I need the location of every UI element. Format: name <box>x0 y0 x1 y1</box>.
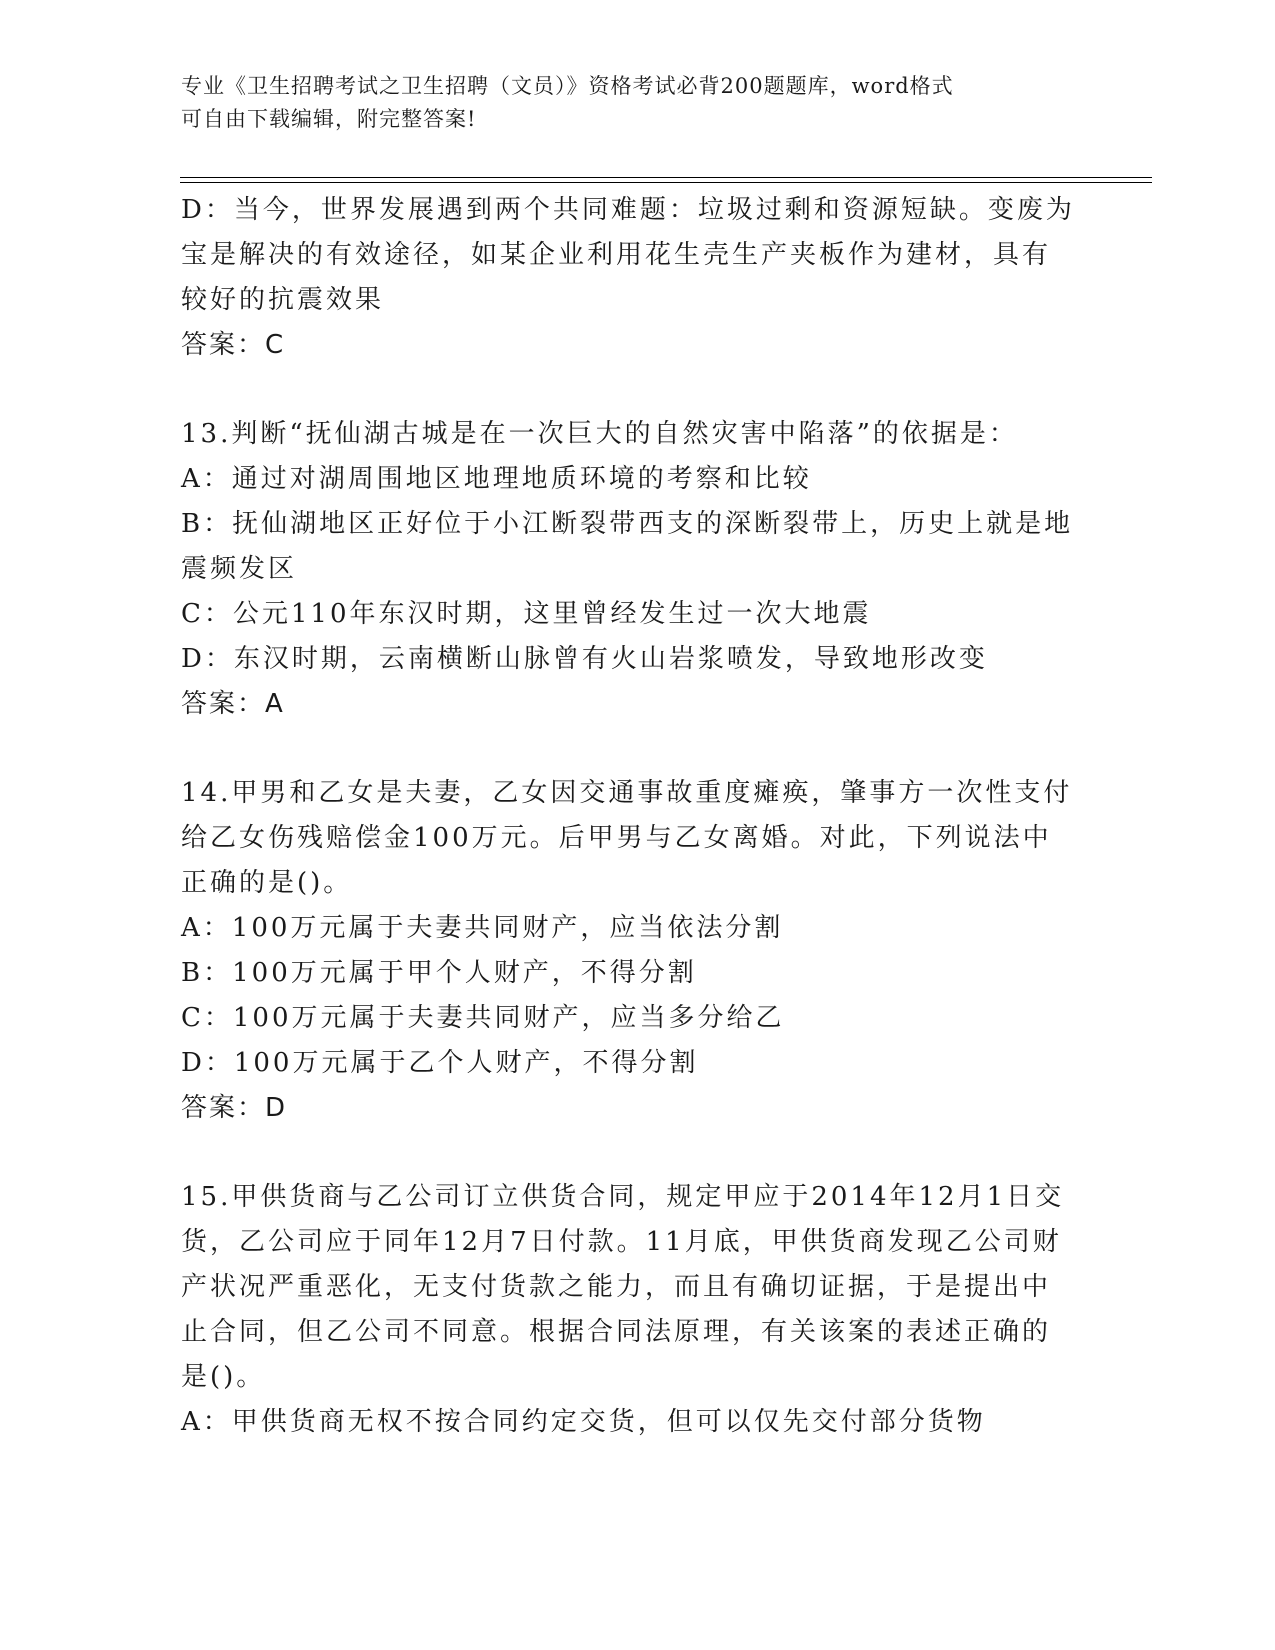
spacer <box>181 727 1081 771</box>
header-line-1: 专业《卫生招聘考试之卫生招聘（文员）》资格考试必背200题题库，word格式 <box>181 74 954 98</box>
option-a: A：100万元属于夫妻共同财产，应当依法分割 <box>181 913 784 943</box>
option-line: 较好的抗震效果 <box>181 285 385 315</box>
stem-line: 给乙女伤残赔偿金100万元。后甲男与乙女离婚。对此，下列说法中 <box>181 823 1052 853</box>
header-rule-top <box>180 177 1152 178</box>
question-stem <box>181 771 1081 906</box>
header-line-2: 可自由下载编辑，附完整答案! <box>181 107 477 131</box>
option-b: B：100万元属于甲个人财产，不得分割 <box>181 958 697 988</box>
spacer <box>181 1131 1081 1175</box>
answer: 答案：D <box>181 1093 288 1123</box>
option-a: A：通过对湖周围地区地理地质环境的考察和比较 <box>181 464 812 494</box>
option-c: C：公元110年东汉时期，这里曾经发生过一次大地震 <box>181 599 872 629</box>
answer: 答案：A <box>181 689 285 719</box>
question-12-tail <box>181 188 1081 368</box>
option-b <box>181 502 1081 592</box>
spacer <box>181 368 1081 412</box>
question-13 <box>181 412 1081 727</box>
answer: 答案：C <box>181 330 286 360</box>
option-line: D：当今，世界发展遇到两个共同难题：垃圾过剩和资源短缺。变废为 <box>181 195 1075 225</box>
stem-line: 货，乙公司应于同年12月7日付款。11月底，甲供货商发现乙公司财 <box>181 1227 1062 1257</box>
stem-line: 产状况严重恶化，无支付货款之能力，而且有确切证据，于是提出中 <box>181 1272 1052 1302</box>
stem-line: 14.甲男和乙女是夫妻，乙女因交通事故重度瘫痪，肇事方一次性支付 <box>181 778 1073 808</box>
document-body <box>181 188 1081 1445</box>
option-d <box>181 188 1081 323</box>
question-stem: 13.判断“抚仙湖古城是在一次巨大的自然灾害中陷落”的依据是： <box>181 419 1018 449</box>
document-header <box>181 70 1061 136</box>
option-line: 震频发区 <box>181 554 298 584</box>
question-15 <box>181 1175 1081 1445</box>
question-14 <box>181 771 1081 1131</box>
option-d: D：100万元属于乙个人财产，不得分割 <box>181 1048 699 1078</box>
option-line: 宝是解决的有效途径，如某企业利用花生壳生产夹板作为建材，具有 <box>181 240 1052 270</box>
stem-line: 止合同，但乙公司不同意。根据合同法原理，有关该案的表述正确的 <box>181 1317 1052 1347</box>
option-a: A：甲供货商无权不按合同约定交货，但可以仅先交付部分货物 <box>181 1407 986 1437</box>
question-stem <box>181 1175 1081 1400</box>
option-c: C：100万元属于夫妻共同财产，应当多分给乙 <box>181 1003 785 1033</box>
stem-line: 是()。 <box>181 1362 266 1392</box>
option-d: D：东汉时期，云南横断山脉曾有火山岩浆喷发，导致地形改变 <box>181 644 988 674</box>
stem-line: 正确的是()。 <box>181 868 353 898</box>
stem-line: 15.甲供货商与乙公司订立供货合同，规定甲应于2014年12月1日交 <box>181 1182 1065 1212</box>
option-line: B：抚仙湖地区正好位于小江断裂带西支的深断裂带上，历史上就是地 <box>181 509 1074 539</box>
header-rule-bottom <box>180 182 1152 183</box>
